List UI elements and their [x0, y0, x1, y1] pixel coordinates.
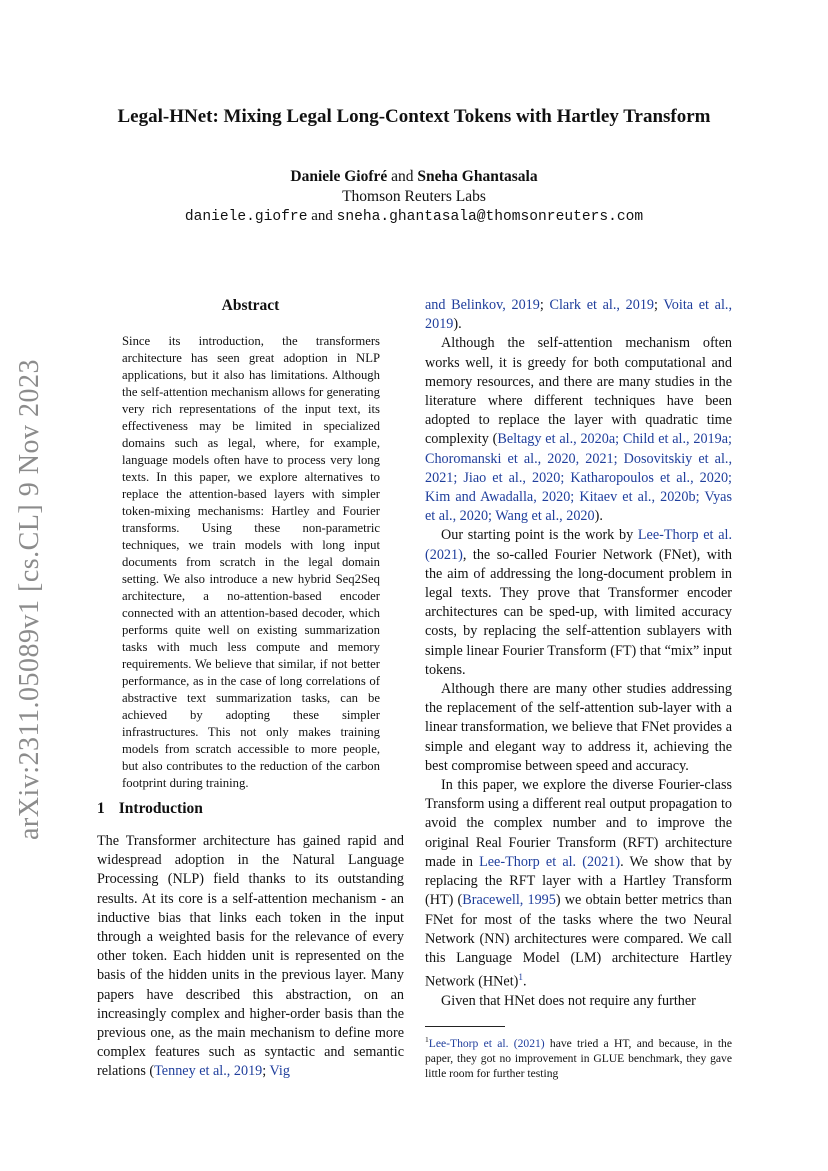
paper-title: Legal-HNet: Mixing Legal Long-Context Tokens with Hartley Transform [117, 106, 711, 127]
paragraph-text: . We show that by replacing the RFT layer with a Hartley Transform (HT) ( [425, 853, 732, 909]
paragraph [425, 296, 732, 334]
paragraph [425, 776, 732, 992]
abstract-body: Since its introduction, the transformers architecture has seen great adoption in NLP applications, but it also has limitations. Although the self-attention mechanism allows for generating very rich representations of the input text, its effectiveness may be limited in specialized domains such as legal, where, for example, language models often have to process very long texts. In this paper, we explore alternatives to replace the attention-based layers with simpler token-mixing mechanisms: Hartley and Fourier transforms. Using these non-parametric techniques, we train models with long input documents from scratch in the legal domain setting. We also introduce a new hybrid Seq2Seq architecture, a no-attention-based encoder connected with an attention-based decoder, which performs quite well on existing summarization tasks with much less compute and memory requirements. We believe that similar, if not better performance, as in the case of long correlations of abstractive text summarization tasks, can be achieved by adopting these simpler infrastructures. This not only makes training models from scratch accessible to more people, but also contributes to the reduction of the carbon footprint during training. [122, 334, 380, 790]
citation-link[interactable]: Tenney et al., 2019 [154, 1063, 263, 1080]
footnote-marker[interactable]: 1 [518, 972, 523, 983]
paragraph-text: ; [262, 1063, 270, 1080]
left-column-body [97, 832, 404, 1082]
paragraph-text: ; [539, 297, 550, 313]
citation-link[interactable]: Lee-Thorp et al. (2021) [479, 853, 621, 870]
footnote [425, 1032, 732, 1081]
paragraph: Although there are many other studies addressing the replacement of the self-attention sub-layer with a linear transformation, we believe that FNet provides a simple and elegant way to address it, achieving the best compromise between speed and accuracy. [425, 681, 732, 774]
email-conjunction: and [311, 208, 333, 224]
author-conjunction: and [391, 168, 414, 185]
abstract-heading: Abstract [221, 297, 280, 314]
email-address: daniele.giofre [184, 209, 308, 225]
footnote-text: have tried a HT, and because, in the paper, they got no improvement in GLUE benchmark, they gave little room for further testing [425, 1036, 732, 1080]
citation-link[interactable]: Lee-Thorp et al. (2021) [428, 1036, 545, 1050]
citation-link[interactable]: Bracewell, 1995 [462, 892, 556, 909]
section-heading [97, 800, 203, 818]
email-address: sneha.ghantasala@thomsonreuters.com [336, 209, 644, 225]
footnote-number: 1 [425, 1035, 429, 1044]
paragraph-text: . [522, 973, 527, 990]
paragraph-text: ) we obtain better metrics than FNet for most of the tasks where the two Neural Network (NN) architectures were compared. We call this Language Model (LM) architecture Hartley Network (HNet) [425, 892, 732, 990]
paragraph-text: ). [453, 316, 462, 333]
affiliation: Thomson Reuters Labs [342, 188, 486, 205]
citation-link[interactable]: Vig [269, 1063, 290, 1080]
citation-link[interactable]: Beltagy et al., 2020a; Child et al., 2019a; Choromanski et al., 2020, 2021; Dosovitskiy et al., 2021; Jiao et al., 2020; Katharopoulos et al., 2020; Kim and Awadalla, 2020; Kitaev et al., 2020b; Vyas et al., 2020; Wang et al., 2020 [425, 431, 732, 525]
paragraph-text: The Transformer architecture has gained rapid and widespread adoption in the Natural Language Processing (NLP) field thanks to its outstanding results. At its core is a self-attention mechanism - an inductive bias that links each token in the input through a weighted basis for the relevance of every other token. Each hidden unit is represented on the basis of the hidden units in the previous layer. Many papers have described this abstraction, on an increasingly complex and higher-order basis than the previous one, as the main mechanism to define more complex features such as syntactic and semantic relations ( [97, 833, 404, 1080]
paragraph-text: , the so-called Fourier Network (FNet), with the aim of addressing the long-document problem in legal texts. They prove that Transformer encoder architectures can be sped-up, with limited accuracy costs, by replacing the self-attention sublayers with simple linear Fourier Transform (FT) that “mix” input tokens. [425, 546, 732, 678]
citation-link[interactable]: Lee-Thorp et al. (2021) [425, 527, 732, 563]
paragraph-text: ; [654, 297, 664, 313]
paragraph [425, 526, 732, 680]
paragraph: Given that HNet does not require any further [441, 993, 696, 1010]
section-title: Introduction [118, 800, 203, 817]
paragraph-text: ). [594, 508, 603, 525]
section-number: 1 [97, 800, 105, 817]
paragraph [425, 334, 732, 526]
right-column-body [425, 296, 732, 1011]
author-line [0, 168, 828, 186]
footnote-divider [425, 1026, 505, 1027]
paragraph [97, 832, 404, 1082]
author-name: Daniele Giofré [290, 168, 388, 185]
author-name: Sneha Ghantasala [417, 168, 538, 185]
citation-link[interactable]: Voita et al., 2019 [425, 297, 733, 333]
arxiv-identifier-stamp: arXiv:2311.05089v1 [cs.CL] 9 Nov 2023 [14, 359, 45, 840]
email-line [0, 208, 828, 225]
paragraph-text: Although the self-attention mechanism often works well, it is greedy for both computational and memory resources, and there are many studies in the literature where different techniques have been adopted to replace the layer with quadratic time complexity ( [425, 335, 732, 448]
paragraph-text: In this paper, we explore the diverse Fourier-class Transform using a different real output propagation to avoid the complex number and to improve the original Real Fourier Transform (RFT) architecture made in [425, 777, 732, 870]
citation-link[interactable]: Clark et al., 2019 [549, 297, 655, 313]
citation-link[interactable]: and Belinkov, 2019 [425, 297, 540, 313]
paragraph-text: Our starting point is the work by [441, 527, 638, 544]
